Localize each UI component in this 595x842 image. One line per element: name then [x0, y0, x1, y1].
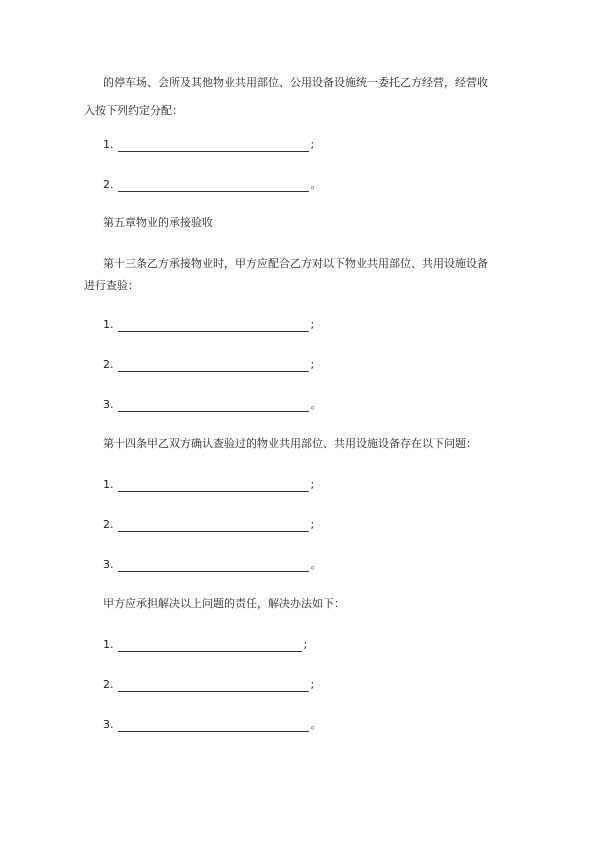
list-item-distribution-2 — [103, 178, 322, 192]
list-item-inspection-3 — [103, 398, 322, 412]
list-item-inspection-1 — [103, 318, 314, 332]
list-end-punct: 。 — [310, 558, 322, 571]
fill-in-blank[interactable] — [118, 680, 309, 692]
list-item-solutions-3 — [103, 718, 322, 732]
list-item-solutions-2 — [103, 678, 314, 692]
list-end-punct: ; — [310, 318, 315, 331]
list-end-punct: 。 — [310, 718, 322, 731]
list-item-problems-2 — [103, 518, 314, 532]
list-number: 1. — [103, 638, 114, 651]
chapter-title: 第五章物业的承接验收 — [103, 216, 213, 229]
responsibility-paragraph: 甲方应承担解决以上问题的责任，解决办法如下： — [103, 597, 345, 610]
list-end-punct: ; — [303, 638, 308, 651]
fill-in-blank[interactable] — [118, 520, 309, 532]
paragraph-allocation-line1: 的停车场、会所及其他物业共用部位、公用设备设施统一委托乙方经营，经营收 — [103, 76, 488, 89]
article-13-line1: 第十三条乙方承接物业时，甲方应配合乙方对以下物业共用部位、共用设施设备 — [103, 257, 488, 270]
list-item-distribution-1 — [103, 138, 314, 152]
list-item-problems-3 — [103, 558, 322, 572]
list-number: 2. — [103, 358, 114, 371]
list-item-solutions-1 — [103, 638, 307, 652]
list-number: 1. — [103, 478, 114, 491]
list-number: 3. — [103, 398, 114, 411]
fill-in-blank[interactable] — [118, 480, 309, 492]
fill-in-blank[interactable] — [118, 320, 309, 332]
list-end-punct: ; — [310, 678, 315, 691]
fill-in-blank[interactable] — [118, 720, 309, 732]
list-end-punct: 。 — [310, 398, 322, 411]
paragraph-allocation-line2: 入按下列约定分配： — [84, 104, 183, 117]
list-end-punct: ; — [310, 478, 315, 491]
fill-in-blank[interactable] — [118, 560, 309, 572]
list-end-punct: ; — [310, 358, 315, 371]
fill-in-blank[interactable] — [118, 360, 309, 372]
fill-in-blank[interactable] — [118, 400, 309, 412]
list-end-punct: ; — [310, 518, 315, 531]
list-item-inspection-2 — [103, 358, 314, 372]
list-end-punct: ; — [310, 138, 315, 151]
list-number: 2. — [103, 518, 114, 531]
list-number: 3. — [103, 558, 114, 571]
fill-in-blank[interactable] — [118, 140, 309, 152]
list-number: 1. — [103, 138, 114, 151]
list-end-punct: 。 — [310, 178, 322, 191]
list-number: 2. — [103, 678, 114, 691]
list-item-problems-1 — [103, 478, 314, 492]
fill-in-blank[interactable] — [118, 640, 302, 652]
list-number: 3. — [103, 718, 114, 731]
list-number: 1. — [103, 318, 114, 331]
article-14: 第十四条甲乙双方确认查验过的物业共用部位、共用设施设备存在以下问题： — [103, 437, 477, 450]
article-13-line2: 进行查验： — [84, 279, 139, 292]
list-number: 2. — [103, 178, 114, 191]
fill-in-blank[interactable] — [118, 180, 309, 192]
